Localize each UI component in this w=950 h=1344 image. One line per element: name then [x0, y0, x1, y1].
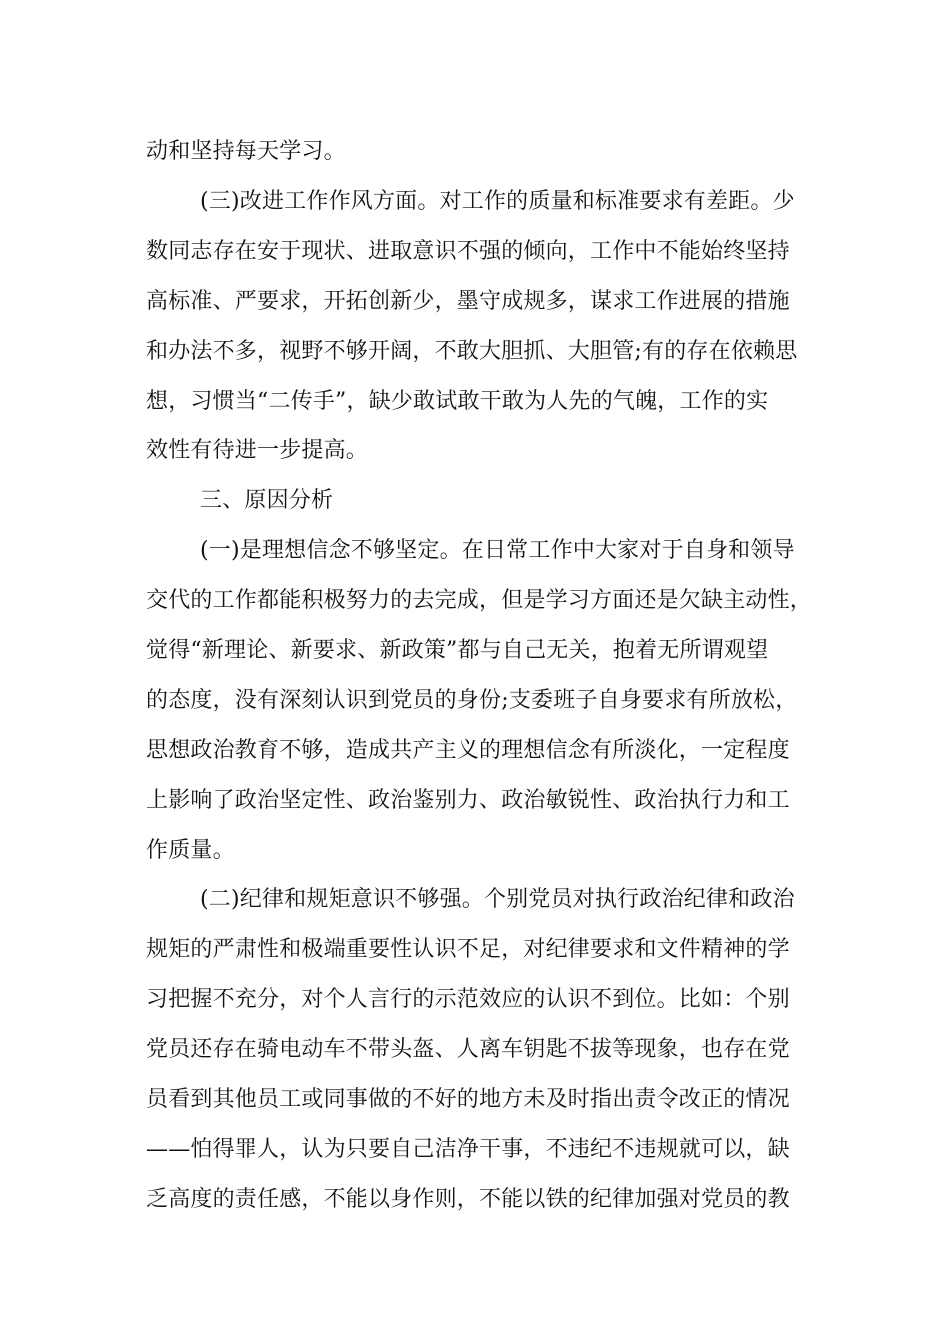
paragraph-heading-3: (三)改进工作作风方面。对工作的质量和标准要求有差距。少: [200, 189, 795, 214]
text-line: 效性有待进一步提高。: [146, 438, 369, 463]
text-line: 习把握不充分，对个人言行的示范效应的认识不到位。比如：个别: [146, 987, 790, 1012]
text-line: 思想政治教育不够，造成共产主义的理想信念有所淡化，一定程度: [146, 738, 790, 763]
text-line: 作质量。: [146, 838, 235, 863]
text-line: ——怕得罪人，认为只要自己洁净干事，不违纪不违规就可以，缺: [146, 1137, 790, 1162]
text-line: 员看到其他员工或同事做的不好的地方未及时指出责令改正的情况: [146, 1087, 790, 1112]
text-line: 觉得“新理论、新要求、新政策”都与自己无关，抱着无所谓观望: [146, 638, 769, 663]
text-line: 乏高度的责任感，不能以身作则，不能以铁的纪律加强对党员的教: [146, 1187, 790, 1212]
section-heading: 三、原因分析: [200, 488, 334, 513]
text-line: 党员还存在骑电动车不带头盔、人离车钥匙不拔等现象，也存在党: [146, 1037, 790, 1062]
text-line: 高标准、严要求，开拓创新少，墨守成规多，谋求工作进展的措施: [146, 289, 790, 314]
text-line: 想，习惯当“二传手”，缺少敢试敢干敢为人先的气魄，工作的实: [146, 389, 769, 414]
paragraph-heading-1: (一)是理想信念不够坚定。在日常工作中大家对于自身和领导: [200, 538, 795, 563]
text-line: 规矩的严肃性和极端重要性认识不足，对纪律要求和文件精神的学: [146, 937, 790, 962]
text-line: 交代的工作都能积极努力的去完成，但是学习方面还是欠缺主动性，: [146, 588, 813, 613]
text-line: 数同志存在安于现状、进取意识不强的倾向，工作中不能始终坚持: [146, 239, 790, 264]
text-line: 动和坚持每天学习。: [146, 139, 346, 164]
text-line: 上影响了政治坚定性、政治鉴别力、政治敏锐性、政治执行力和工: [146, 788, 790, 813]
paragraph-heading-2: (二)纪律和规矩意识不够强。个别党员对执行政治纪律和政治: [200, 887, 795, 912]
text-line: 和办法不多，视野不够开阔，不敢大胆抓、大胆管;有的存在依赖思: [146, 339, 798, 364]
text-line: 的态度，没有深刻认识到党员的身份;支委班子自身要求有所放松，: [146, 688, 798, 713]
